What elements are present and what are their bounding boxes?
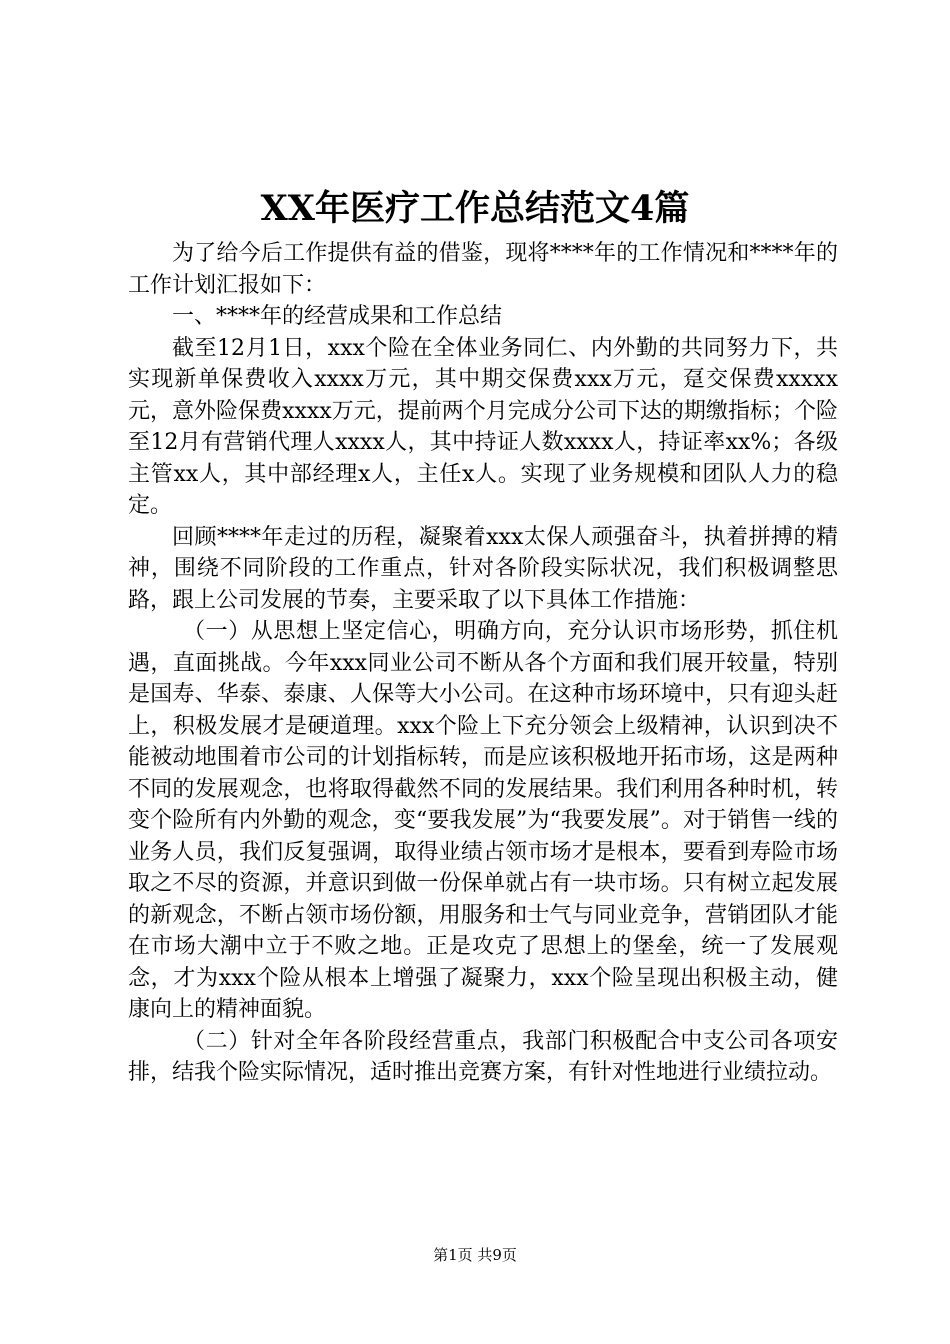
section-heading: 一、****年的经营成果和工作总结 [172, 304, 503, 329]
measure-one-paragraph: （一）从思想上坚定信心，明确方向，充分认识市场形势，抓住机遇，直面挑战。今年xxx同业公司不断从各个方面和我们展开较量，特别是国寿、华泰、泰康、人保等大小公司。在这种市场环境中，只有迎头赶上，积极发展才是硬道理。xxx个险上下充分领会上级精神，认识到决不能被动地围着市公司的计划指标转，而是应该积极地开拓市场，这是两种不同的发展观念，也将取得截然不同的发展结果。我们利用各种时机，转变个险所有内外勤的观念，变“要我发展”为“我要发展”。对于销售一线的业务人员，我们反复强调，取得业绩占领市场才是根本，要看到寿险市场取之不尽的资源，并意识到做一份保单就占有一块市场。只有树立起发展的新观念，不断占领市场份额，用服务和士气与同业竞争，营销团队才能在市场大潮中立于不败之地。正是攻克了思想上的堡垒，统一了发展观念，才为xxx个险从根本上增强了凝聚力，xxx个险呈现出积极主动，健康向上的精神面貌。 [128, 619, 838, 1022]
intro-paragraph: 为了给今后工作提供有益的借鉴，现将****年的工作情况和****年的工作计划汇报如下： [128, 241, 838, 298]
document-title: XX年医疗工作总结范文4篇 [260, 188, 690, 229]
review-paragraph: 回顾****年走过的历程，凝聚着xxx太保人顽强奋斗，执着拼搏的精神，围绕不同阶段的工作重点，针对各阶段实际状况，我们积极调整思路，跟上公司发展的节奏，主要采取了以下具体工作措施： [128, 524, 838, 613]
measure-two-paragraph: （二）针对全年各阶段经营重点，我部门积极配合中支公司各项安排，结我个险实际情况，适时推出竞赛方案，有针对性地进行业绩拉动。 [128, 1028, 838, 1085]
document-body [128, 238, 838, 1089]
results-paragraph: 截至12月1日，xxx个险在全体业务同仁、内外勤的共同努力下，共实现新单保费收入xxxx万元，其中期交保费xxx万元，趸交保费xxxxx元，意外险保费xxxx万元，提前两个月完成分公司下达的期缴指标；个险至12月有营销代理人xxxx人，其中持证人数xxxx人，持证率xx%；各级主管xx人，其中部经理x人，主任x人。实现了业务规模和团队人力的稳定。 [128, 335, 838, 518]
page-footer: 第1页 共9页 [433, 1246, 517, 1264]
